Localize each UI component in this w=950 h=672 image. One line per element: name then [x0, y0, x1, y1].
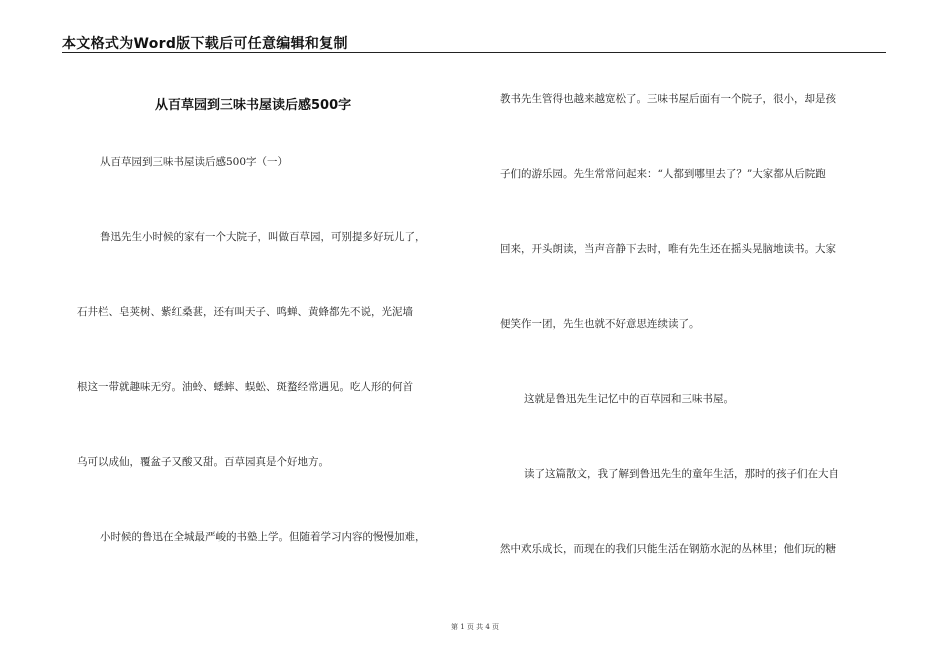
left-line-2: 石井栏、皂荚树、紫红桑葚，还有叫天子、鸣蝉、黄蜂都先不说，光泥墙	[77, 306, 413, 318]
left-line-1: 鲁迅先生小时候的家有一个大院子，叫做百草园，可别提多好玩儿了，	[100, 231, 426, 243]
left-line-5: 小时候的鲁迅在全城最严峻的书塾上学。但随着学习内容的慢慢加难，	[100, 531, 426, 543]
right-line-4: 便笑作一团，先生也就不好意思连续读了。	[500, 318, 700, 330]
right-line-1: 教书先生管得也越来越宽松了。三味书屋后面有一个院子，很小，却是孩	[500, 93, 836, 105]
right-line-7: 然中欢乐成长，而现在的我们只能生活在钢筋水泥的丛林里；他们玩的糖	[500, 543, 836, 555]
left-line-4: 乌可以成仙，覆盆子又酸又甜。百草园真是个好地方。	[77, 456, 329, 468]
right-line-5: 这就是鲁迅先生记忆中的百草园和三味书屋。	[524, 393, 734, 405]
right-line-3: 回来，开头朗读，当声音静下去时，唯有先生还在摇头晃脑地读书。大家	[500, 243, 836, 255]
header-divider	[62, 52, 886, 53]
left-line-subtitle: 从百草园到三味书屋读后感500字（一）	[100, 156, 289, 168]
page-header-text: 本文格式为Word版下载后可任意编辑和复制	[62, 36, 348, 52]
left-line-3: 根这一带就趣味无穷。油蛉、蟋蟀、蜈蚣、斑蝥经常遇见。吃人形的何首	[77, 381, 413, 393]
right-line-2: 子们的游乐园。先生常常问起来：“人都到哪里去了？”大家都从后院跑	[500, 168, 826, 180]
document-title: 从百草园到三味书屋读后感500字	[155, 98, 352, 113]
right-line-6: 读了这篇散文，我了解到鲁迅先生的童年生活，那时的孩子们在大自	[524, 468, 839, 480]
page-number-footer: 第 1 页 共 4 页	[450, 623, 500, 631]
